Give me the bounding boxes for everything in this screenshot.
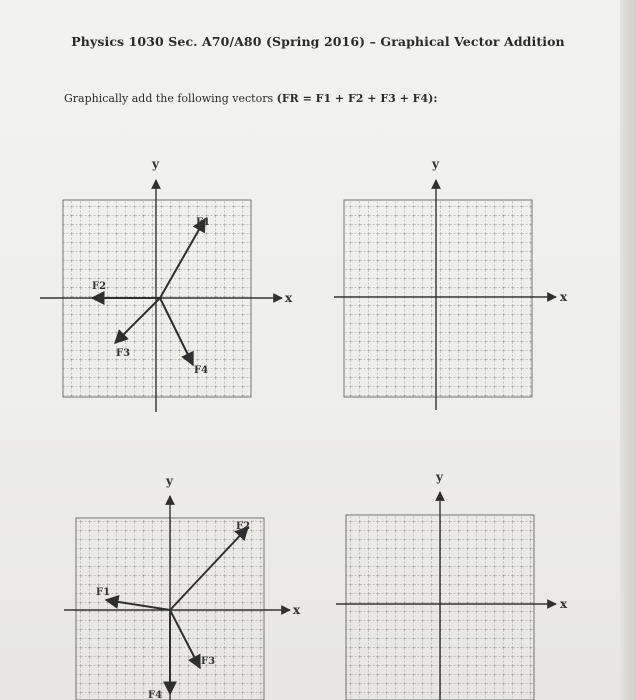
vector-label-f2: F2 <box>92 281 107 292</box>
vector-label-f2-p2: F2 <box>236 521 251 532</box>
instructions-text: Graphically add the following vectors <box>64 92 277 105</box>
graph-1 <box>40 157 293 412</box>
graph-2 <box>334 157 568 410</box>
y-axis-label-3: y <box>166 474 173 488</box>
graph-4 <box>336 470 568 700</box>
x-axis-label-4: x <box>560 597 568 611</box>
worksheet-title: Physics 1030 Sec. A70/A80 (Spring 2016) – Graphical Vector Addition <box>71 34 565 49</box>
grid-2 <box>344 200 532 397</box>
vector-label-f1: F1 <box>196 217 211 228</box>
y-axis-label-4: y <box>436 470 443 484</box>
x-axis-label-2: x <box>560 290 568 304</box>
x-axis-label-1: x <box>285 291 293 305</box>
y-axis-label-1: y <box>152 157 159 171</box>
graph-3 <box>64 474 301 700</box>
vector-label-f4-p2: F4 <box>148 690 163 700</box>
instructions-formula: (FR = F1 + F2 + F3 + F4): <box>276 92 438 105</box>
vector-label-f4: F4 <box>194 365 209 376</box>
y-axis-label-2: y <box>432 157 439 171</box>
vector-label-f1-p2: F1 <box>96 587 111 598</box>
x-axis-label-3: x <box>293 603 301 617</box>
vector-label-f3-p2: F3 <box>201 656 216 667</box>
vector-label-f3: F3 <box>116 348 131 359</box>
